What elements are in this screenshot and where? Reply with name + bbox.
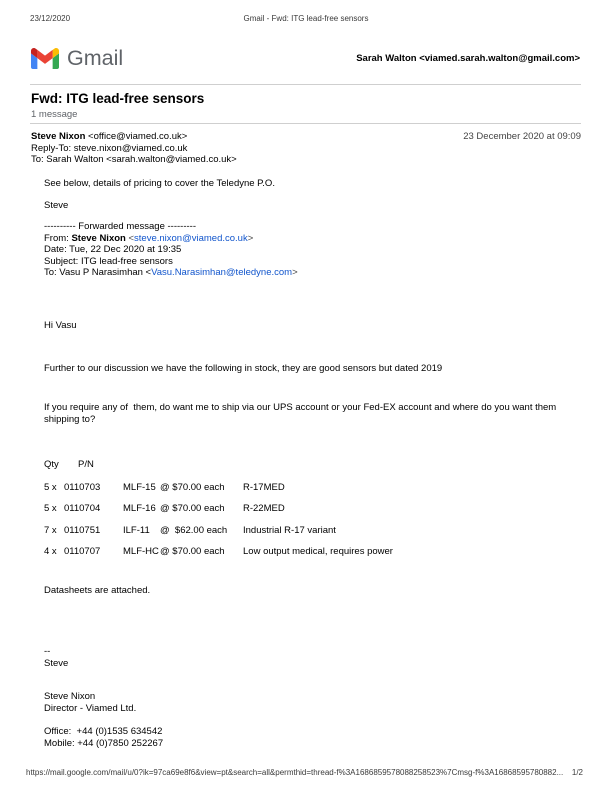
fwd-from-bracket-close: > xyxy=(247,232,254,244)
sender-email: <office@viamed.co.uk> xyxy=(85,131,188,142)
cell-model: MLF-HC xyxy=(123,546,159,557)
fwd-date-line: Date: Tue, 22 Dec 2020 at 19:35 xyxy=(44,244,182,255)
col-header-qty: Qty xyxy=(44,459,59,470)
fwd-subject-line: Subject: ITG lead-free sensors xyxy=(44,255,173,267)
fwd-from-bracket-open: < xyxy=(125,232,135,244)
divider-top xyxy=(30,84,581,85)
cell-model: ILF-11 xyxy=(123,524,150,536)
cell-price: @ $70.00 each xyxy=(160,546,225,557)
table-row xyxy=(44,503,584,515)
cell-pn: 0110707 xyxy=(64,546,101,557)
fwd-to-email-link[interactable]: Vasu.Narasimhan@teledyne.com xyxy=(151,267,293,278)
cell-model: MLF-15 xyxy=(123,481,156,493)
print-date: 23/12/2020 xyxy=(30,14,71,23)
table-row xyxy=(44,546,584,558)
print-footer-url: https://mail.google.com/mail/u/0?ik=97ca69e8f6&view=pt&search=all&permthid=thread-f%3A1686859578088258523%7Cmsg-f%3A16868595780882... xyxy=(26,768,564,777)
table-row xyxy=(44,482,584,494)
forwarded-message-header: ---------- Forwarded message --------- xyxy=(44,221,196,232)
reply-to-line: Reply-To: steve.nixon@viamed.co.uk xyxy=(31,142,188,154)
sender-line xyxy=(31,131,187,143)
cell-pn: 0110704 xyxy=(64,503,101,514)
gmail-logo xyxy=(31,46,123,71)
body-intro: See below, details of pricing to cover the Teledyne P.O. xyxy=(44,178,275,189)
fwd-from-line xyxy=(44,233,253,245)
table-row xyxy=(44,525,584,537)
fwd-to-label: To: Vasu P Narasimhan < xyxy=(44,267,152,278)
cell-desc: Low output medical, requires power xyxy=(243,546,393,557)
cell-qty: 5 x xyxy=(44,481,57,493)
signature-mobile-phone: Mobile: +44 (0)7850 252267 xyxy=(44,737,164,749)
cell-qty: 7 x xyxy=(44,524,57,536)
print-title: Gmail - Fwd: ITG lead-free sensors xyxy=(243,14,369,23)
cell-desc: R-17MED xyxy=(243,481,285,493)
message-date: 23 December 2020 at 09:09 xyxy=(463,131,581,142)
cell-desc: Industrial R-17 variant xyxy=(243,524,336,536)
cell-price: @ $62.00 each xyxy=(160,524,228,536)
fwd-from-email-link[interactable]: steve.nixon@viamed.co.uk xyxy=(134,232,248,244)
table-header-row xyxy=(44,459,584,471)
gmail-wordmark: Gmail xyxy=(67,46,124,70)
sender-name: Steve Nixon xyxy=(31,131,86,142)
signature-short-name: Steve xyxy=(44,657,69,669)
gmail-m-icon xyxy=(31,48,59,69)
signature-full-name: Steve Nixon xyxy=(44,691,96,702)
email-subject-title: Fwd: ITG lead-free sensors xyxy=(31,91,205,106)
to-line: To: Sarah Walton <sarah.walton@viamed.co.uk> xyxy=(31,154,237,165)
cell-qty: 4 x xyxy=(44,546,57,557)
body-signoff-short: Steve xyxy=(44,199,69,211)
divider-subject xyxy=(30,123,581,124)
cell-pn: 0110751 xyxy=(64,524,101,536)
attachments-note: Datasheets are attached. xyxy=(44,585,151,596)
fwd-to-bracket-close: > xyxy=(292,267,298,278)
message-count: 1 message xyxy=(31,109,78,120)
print-footer-page-number: 1/2 xyxy=(571,768,583,777)
col-header-pn: P/N xyxy=(78,459,94,470)
body-para1: Further to our discussion we have the following in stock, they are good sensors but dated 2019 xyxy=(44,363,443,374)
signature-dashes: -- xyxy=(44,646,51,657)
cell-price: @ $70.00 each xyxy=(160,481,225,493)
cell-desc: R-22MED xyxy=(243,503,285,514)
cell-qty: 5 x xyxy=(44,503,57,514)
cell-pn: 0110703 xyxy=(64,481,101,493)
signature-office-phone: Office: +44 (0)1535 634542 xyxy=(44,726,163,737)
cell-price: @ $70.00 each xyxy=(160,503,225,514)
fwd-to-line xyxy=(44,267,298,279)
body-para2: If you require any of them, do want me to ship via our UPS account or your Fed-EX account and where do you want them shipping to? xyxy=(44,402,559,425)
fwd-from-label: From: xyxy=(44,232,72,244)
greeting: Hi Vasu xyxy=(44,320,77,331)
cell-model: MLF-16 xyxy=(123,503,156,514)
signature-title: Director - Viamed Ltd. xyxy=(44,702,137,714)
account-owner: Sarah Walton <viamed.sarah.walton@gmail.com> xyxy=(356,53,580,64)
fwd-from-name: Steve Nixon xyxy=(71,232,126,244)
